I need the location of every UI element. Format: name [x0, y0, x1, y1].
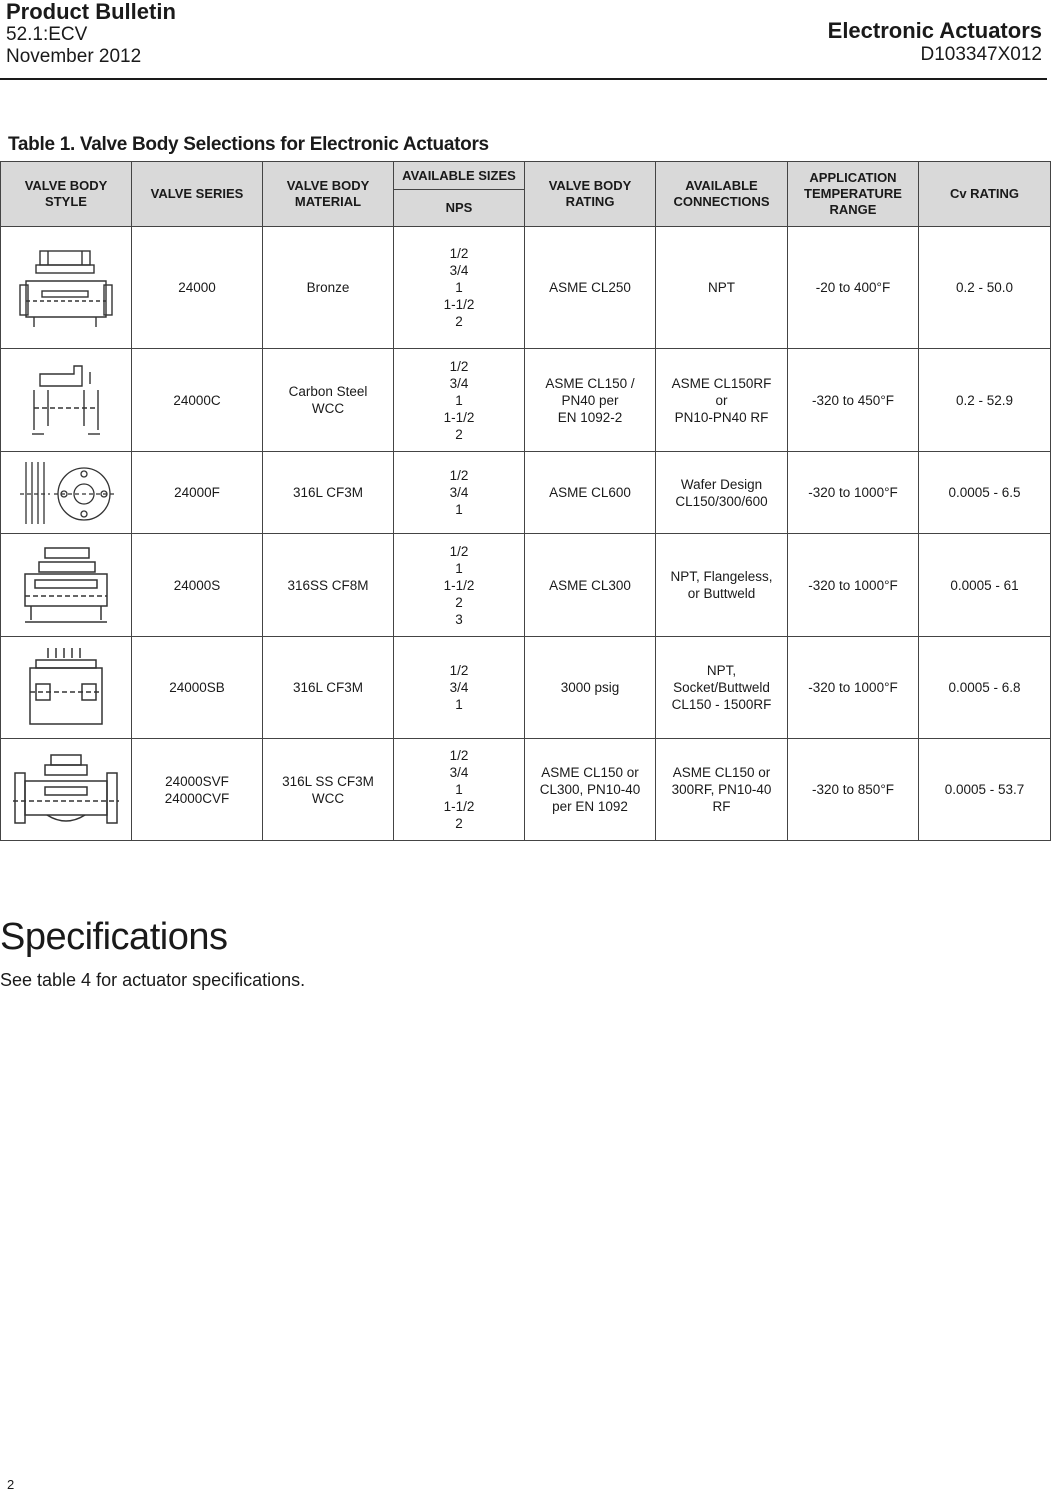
cell-valve-rating-line: ASME CL250 [549, 280, 631, 295]
cell-valve-rating-line: EN 1092-2 [557, 409, 623, 425]
cell-valve-series [132, 452, 263, 534]
valve-body-table [0, 161, 1051, 841]
cell-valve-material-line: WCC [311, 790, 345, 806]
cell-valve-series-line: 24000S [173, 577, 221, 593]
cell-valve-rating-line: ASME CL300 [549, 577, 631, 593]
cell-valve-rating-line: PN40 per [561, 392, 619, 408]
cell-valve-rating [525, 637, 656, 739]
cell-valve-material [263, 739, 394, 841]
cell-cv-rating: 0.0005 - 6.5 [919, 452, 1051, 534]
cell-cv-rating: 0.0005 - 6.8 [919, 637, 1051, 739]
cell-valve-material-line: Bronze [306, 280, 350, 295]
cell-cv-rating: 0.0005 - 53.7 [919, 739, 1051, 841]
cell-temperature-range: -20 to 400°F [788, 227, 919, 349]
table-row [1, 227, 1051, 349]
cell-available-sizes [394, 739, 525, 841]
cell-temperature-range: -320 to 1000°F [788, 452, 919, 534]
document-date: November 2012 [6, 46, 142, 67]
table-caption: Table 1. Valve Body Selections for Electronic Actuators [8, 134, 489, 155]
cell-available-sizes-line: 1 [455, 560, 463, 576]
cell-available-sizes-line: 1-1/2 [443, 297, 475, 312]
valve-body-24000c-drawing [1, 349, 132, 452]
cell-connections-line: Socket/Buttweld [673, 680, 770, 695]
cell-available-sizes [394, 637, 525, 739]
cell-available-sizes-line: 3 [455, 611, 463, 627]
cell-valve-series [132, 739, 263, 841]
cell-valve-rating [525, 739, 656, 841]
cell-connections-line: PN10-PN40 RF [674, 409, 769, 425]
table-row [1, 637, 1051, 739]
cell-valve-series-line: 24000SVF [165, 773, 229, 789]
cell-valve-material [263, 227, 394, 349]
cell-connections-line: ASME CL150 or [672, 765, 771, 780]
cell-valve-material-line: WCC [311, 401, 345, 416]
cell-available-sizes-line: 1 [455, 782, 463, 797]
valve-body-24000svf-drawing [1, 739, 132, 841]
cell-connections-line: RF [712, 799, 731, 814]
cell-temperature-range: -320 to 450°F [788, 349, 919, 452]
specifications-heading: Specifications [0, 916, 228, 958]
bulletin-title: Product Bulletin [6, 0, 176, 24]
cell-available-sizes-line: 1/2 [449, 246, 469, 261]
cell-available-sizes-line: 3/4 [449, 765, 469, 780]
cell-valve-rating [525, 227, 656, 349]
header-available-connections: AVAILABLE CONNECTIONS [656, 162, 788, 227]
valve-body-24000-drawing [1, 227, 132, 349]
cell-available-sizes-line: 2 [455, 594, 463, 610]
cell-valve-series [132, 534, 263, 637]
cell-available-sizes-line: 1/2 [449, 358, 469, 374]
cell-valve-material [263, 349, 394, 452]
header-rule [0, 78, 1047, 80]
header-right [828, 18, 1042, 66]
cell-valve-rating-line: ASME CL600 [549, 485, 631, 500]
cell-valve-series [132, 227, 263, 349]
cell-available-sizes-line: 1/2 [449, 468, 469, 483]
cell-valve-material-line: 316L CF3M [292, 680, 364, 695]
cell-available-sizes-line: 2 [455, 816, 463, 831]
table-row [1, 534, 1051, 637]
cell-connections-line: Wafer Design [680, 476, 763, 492]
cell-available-sizes-line: 1 [455, 392, 463, 408]
specifications-text: See table 4 for actuator specifications. [0, 970, 306, 990]
header-valve-body-style: VALVE BODY STYLE [1, 162, 132, 227]
cell-available-sizes-line: 3/4 [449, 263, 469, 278]
cell-valve-material-line: Carbon Steel [288, 384, 368, 399]
part-number: D103347X012 [920, 44, 1042, 65]
cell-connections-line: ASME CL150RF [671, 375, 772, 391]
cell-available-sizes-line: 1-1/2 [443, 799, 475, 814]
cell-valve-series-line: 24000CVF [164, 790, 230, 806]
cell-valve-series [132, 637, 263, 739]
cell-connections-line: or Buttweld [687, 586, 756, 601]
cell-valve-material-line: 316L SS CF3M [282, 773, 374, 789]
cell-available-sizes-line: 1-1/2 [443, 409, 475, 425]
cell-valve-rating-line: 3000 psig [560, 680, 620, 695]
cell-valve-series [132, 349, 263, 452]
header-valve-body-rating: VALVE BODY RATING [525, 162, 656, 227]
cell-valve-rating-line: CL300, PN10-40 [539, 782, 641, 797]
cell-connections-line: or [715, 392, 728, 408]
cell-available-sizes [394, 452, 525, 534]
page-number: 2 [7, 1477, 15, 1492]
cell-valve-material [263, 534, 394, 637]
cell-valve-rating [525, 349, 656, 452]
header-left [6, 0, 176, 68]
cell-valve-material [263, 637, 394, 739]
cell-connections-line: CL150/300/600 [675, 493, 768, 509]
table-row [1, 739, 1051, 841]
header-valve-body-material: VALVE BODY MATERIAL [263, 162, 394, 227]
cell-valve-rating [525, 534, 656, 637]
cell-available-sizes [394, 227, 525, 349]
cell-available-sizes-line: 1 [455, 280, 463, 295]
cell-available-sizes-line: 1 [455, 697, 463, 712]
cell-available-sizes-line: 1/2 [449, 543, 469, 559]
cell-valve-rating-line: ASME CL150 or [541, 765, 639, 780]
cell-valve-material-line: 316SS CF8M [287, 577, 369, 593]
cell-connections-line: NPT [708, 280, 735, 295]
cell-valve-series-line: 24000SB [169, 680, 225, 695]
cell-connections-line: NPT, Flangeless, [670, 569, 773, 584]
product-title: Electronic Actuators [827, 18, 1042, 43]
cell-available-sizes-line: 3/4 [449, 375, 469, 391]
cell-connections [656, 227, 788, 349]
cell-available-sizes-line: 1/2 [449, 748, 469, 763]
cell-available-sizes-line: 1/2 [449, 663, 469, 678]
cell-valve-rating-line: ASME CL150 / [545, 375, 635, 391]
cell-cv-rating: 0.2 - 52.9 [919, 349, 1051, 452]
page-header [0, 0, 1051, 80]
cell-available-sizes-line: 2 [455, 314, 463, 329]
cell-available-sizes-line: 1 [455, 502, 463, 517]
cell-connections [656, 739, 788, 841]
header-temperature-range: APPLICATION TEMPERATURE RANGE [788, 162, 919, 227]
document-number: 52.1:ECV [6, 24, 88, 45]
table-row [1, 349, 1051, 452]
cell-available-sizes [394, 349, 525, 452]
cell-valve-material [263, 452, 394, 534]
table-row [1, 452, 1051, 534]
valve-table-body [1, 227, 1051, 841]
cell-cv-rating: 0.2 - 50.0 [919, 227, 1051, 349]
cell-valve-material-line: 316L CF3M [292, 485, 364, 500]
cell-cv-rating: 0.0005 - 61 [919, 534, 1051, 637]
cell-valve-series-line: 24000F [174, 485, 220, 500]
cell-connections [656, 452, 788, 534]
cell-temperature-range: -320 to 1000°F [788, 637, 919, 739]
header-nps: NPS [394, 190, 525, 227]
valve-body-24000s-drawing [1, 534, 132, 637]
cell-connections [656, 637, 788, 739]
cell-connections-line: NPT, [706, 663, 737, 678]
valve-body-24000f-drawing [1, 452, 132, 534]
cell-connections [656, 534, 788, 637]
cell-temperature-range: -320 to 850°F [788, 739, 919, 841]
header-available-sizes: AVAILABLE SIZES [394, 162, 525, 190]
cell-connections-line: 300RF, PN10-40 [671, 782, 772, 797]
cell-available-sizes-line: 2 [455, 426, 463, 442]
cell-available-sizes-line: 3/4 [449, 680, 469, 695]
cell-valve-rating-line: per EN 1092 [552, 799, 628, 814]
cell-connections [656, 349, 788, 452]
cell-connections-line: CL150 - 1500RF [671, 697, 772, 712]
valve-body-24000sb-drawing [1, 637, 132, 739]
cell-valve-rating [525, 452, 656, 534]
cell-available-sizes-line: 3/4 [449, 485, 469, 500]
cell-valve-series-line: 24000C [173, 392, 221, 408]
cell-temperature-range: -320 to 1000°F [788, 534, 919, 637]
header-valve-series: VALVE SERIES [132, 162, 263, 227]
cell-available-sizes [394, 534, 525, 637]
header-cv-rating: Cv RATING [919, 162, 1051, 227]
cell-available-sizes-line: 1-1/2 [443, 577, 475, 593]
cell-valve-series-line: 24000 [178, 280, 216, 295]
